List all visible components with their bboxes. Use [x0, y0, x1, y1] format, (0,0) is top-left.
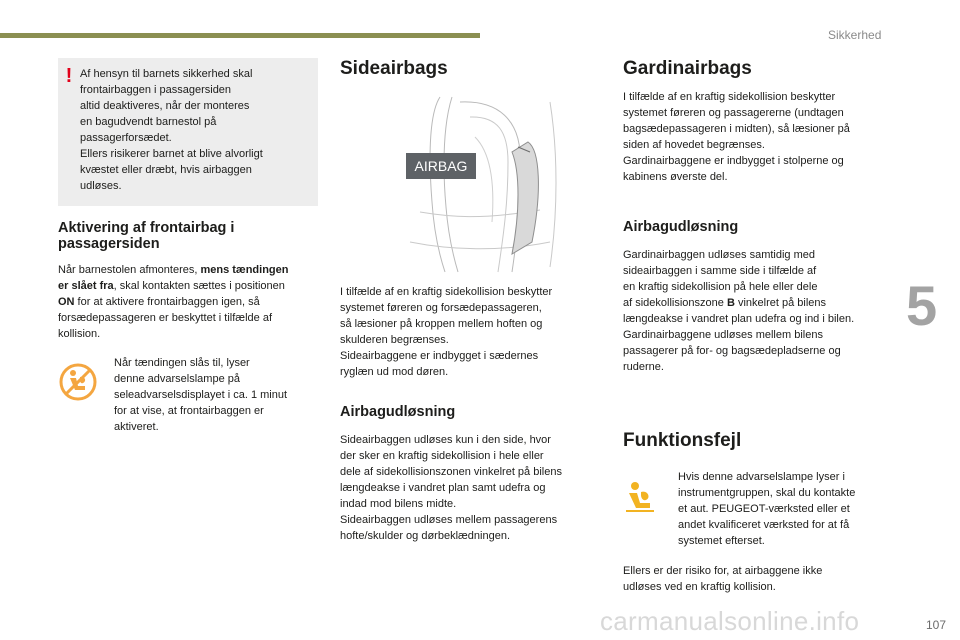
text-line: kvæstet eller dræbt, hvis airbaggen [80, 164, 252, 176]
frontairbag-activation-paragraph [58, 262, 323, 342]
text-run: Gardinairbaggene udløses mellem bilens [623, 329, 823, 341]
text-line [58, 262, 323, 278]
warning-exclamation-icon: ! [65, 65, 73, 87]
text-line: dele af sidekollisionszonen vinkelret på bilens [340, 466, 562, 478]
text-line: frontairbaggen i passagersiden [80, 84, 232, 96]
header-accent-bar [0, 33, 480, 38]
warning-text [80, 66, 312, 194]
text-line: Når tændingen slås til, lyser [114, 357, 250, 369]
watermark: carmanualsonline.info [600, 606, 860, 636]
text-line: Sideairbaggene er indbygget i sædernes [340, 350, 539, 362]
airbag-label: AIRBAG [406, 153, 476, 179]
text-line: instrumentgruppen, skal du kontakte [678, 487, 856, 499]
text-line [623, 247, 888, 263]
text-line [623, 263, 888, 279]
text-run: af sidekollisionszone [623, 297, 727, 309]
sideairbags-heading: Sideairbags [340, 58, 448, 79]
text-line: en bagudvendt barnestol på [80, 116, 217, 128]
text-line: et aut. PEUGEOT-værksted eller et [678, 503, 850, 515]
text-line: I tilfælde af en kraftig sidekollision beskytter [623, 91, 836, 103]
airbag-fault-warning-lamp-icon [620, 477, 660, 517]
text-run: Når barnestolen afmonteres, [58, 264, 201, 276]
text-line: systemet føreren og forsædepassageren, [340, 302, 542, 314]
page-number: 107 [925, 618, 946, 632]
chapter-number: 5 [906, 274, 938, 337]
text-line: Gardinairbaggene er indbygget i stolperne og [623, 155, 844, 167]
warning-box [58, 58, 318, 206]
curtain-deployment-heading: Airbagudløsning [623, 219, 739, 235]
text-line [58, 278, 323, 294]
seat-sideairbag-illustration [400, 92, 570, 274]
text-run: for at aktivere frontairbaggen igen, så [74, 296, 260, 308]
text-line: andet kvalificeret værksted for at få [678, 519, 850, 531]
text-line [58, 310, 323, 326]
text-line: udløses ved en kraftig kollision. [623, 581, 776, 593]
text-line: systemet føreren og passagererne (undtagen [623, 107, 844, 119]
text-line: Sideairbaggen udløses kun i den side, hvor [340, 434, 551, 446]
bold-run: er slået fra [58, 280, 114, 292]
text-line: denne advarselslampe på [114, 373, 240, 385]
sideairbags-paragraph [340, 284, 602, 380]
text-line: indad mod bilens midte. [340, 498, 457, 510]
text-line: hofte/skulder og dørbeklædningen. [340, 530, 510, 542]
text-line: Sideairbaggen udløses mellem passagerens [340, 514, 558, 526]
text-line: systemet efterset. [678, 535, 765, 547]
malfunction-description [678, 469, 888, 549]
text-line: ryglæn ud mod døren. [340, 366, 449, 378]
text-line [623, 279, 888, 295]
text-line: så læsioner på kroppen mellem hoften og [340, 318, 543, 330]
text-line [58, 294, 323, 310]
text-line: udløses. [80, 180, 122, 192]
text-run: en kraftig sidekollision på hele eller dele [623, 281, 818, 293]
text-run: vinkelret på bilens [734, 297, 827, 309]
section-title: Sikkerhed [828, 28, 882, 42]
text-run: Gardinairbaggen udløses samtidig med [623, 249, 815, 261]
bold-run: B [726, 297, 735, 309]
text-line [623, 327, 888, 343]
malfunction-heading: Funktionsfejl [623, 430, 742, 451]
text-line: bagsædepassageren i midten), så læsioner på [623, 123, 850, 135]
text-run: , skal kontakten sættes i positionen [113, 280, 285, 292]
airbag-off-warning-lamp-icon [58, 362, 98, 402]
text-line: passagerforsædet. [80, 132, 172, 144]
bold-run: ON [58, 296, 75, 308]
text-line [623, 311, 888, 327]
text-line: skulderen begrænses. [340, 334, 449, 346]
text-run: forsædepassageren er beskyttet i tilfælde af [58, 312, 273, 324]
text-line: for at vise, at frontairbaggen er [114, 405, 264, 417]
sideairbag-deployment-paragraph [340, 432, 602, 544]
sideairbag-deployment-heading: Airbagudløsning [340, 404, 456, 420]
text-run: sideairbaggen i samme side i tilfælde af [623, 265, 817, 277]
lamp-description [114, 355, 304, 435]
text-run: længdeakse i vandret plan udefra og ind i bilen. [623, 313, 855, 325]
text-line: Af hensyn til barnets sikkerhed skal [80, 68, 253, 80]
text-line: altid deaktiveres, når der monteres [80, 100, 250, 112]
text-run: ruderne. [623, 361, 664, 373]
text-line: længdeakse i vandret plan samt udefra og [340, 482, 546, 494]
text-line: der sker en kraftig sidekollision i hele eller [340, 450, 544, 462]
curtain-deployment-paragraph [623, 247, 888, 375]
bold-run: mens tændingen [200, 264, 289, 276]
text-run: passagerer på for- og bagsædepladserne og [623, 345, 841, 357]
malfunction-note [623, 563, 888, 595]
text-line [58, 326, 323, 342]
text-line: I tilfælde af en kraftig sidekollision beskytter [340, 286, 553, 298]
text-line: Ellers er der risiko for, at airbaggene ikke [623, 565, 823, 577]
text-line [623, 359, 888, 375]
curtain-airbags-heading: Gardinairbags [623, 58, 752, 79]
text-line: Hvis denne advarselslampe lyser i [678, 471, 845, 483]
text-run: kollision. [58, 328, 101, 340]
frontairbag-activation-heading: Aktivering af frontairbag i passagersiden [58, 220, 235, 252]
text-line [623, 343, 888, 359]
curtain-airbags-paragraph [623, 89, 888, 185]
text-line: Ellers risikerer barnet at blive alvorligt [80, 148, 263, 160]
text-line: kabinens øverste del. [623, 171, 728, 183]
text-line [623, 295, 888, 311]
text-line: seleadvarselsdisplayet i ca. 1 minut [114, 389, 288, 401]
text-line: siden af hovedet begrænses. [623, 139, 765, 151]
text-line: aktiveret. [114, 421, 159, 433]
